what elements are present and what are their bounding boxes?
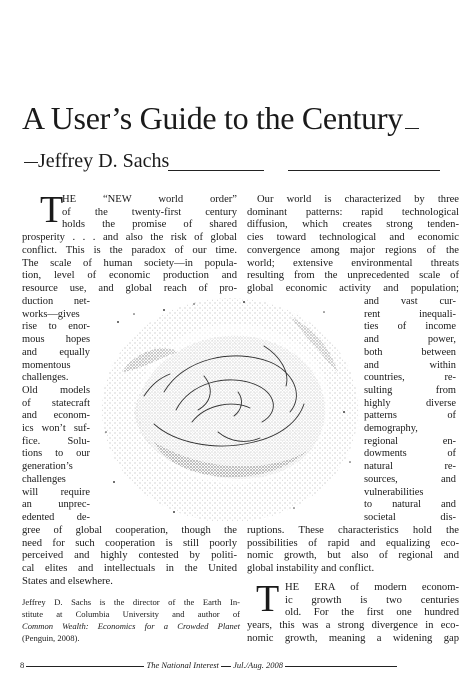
text-line: patterns of — [364, 410, 456, 422]
text-line: and power, — [364, 334, 456, 346]
text-line: dominant patterns: rapid technological — [247, 206, 459, 218]
text-line: mous hopes — [22, 334, 90, 346]
byline-rule — [168, 170, 264, 171]
bio-book-title: Common Wealth: Economics for a Crowded Planet — [22, 621, 240, 631]
text-line: conflict. This is the paradox of our time. — [22, 244, 237, 256]
text-line: and within — [364, 359, 456, 371]
globe-illustration — [94, 292, 360, 524]
right-top-text — [247, 194, 459, 296]
text-line: diffusion, which creates strong tenden- — [247, 219, 459, 231]
text-line: prosperity . . . and also the risk of global — [22, 232, 237, 244]
text-line: perceived and highly contested by politi- — [22, 550, 237, 562]
byline — [24, 150, 169, 173]
text-line: global instability and conflict. — [247, 563, 375, 575]
publication-name: The National Interest — [146, 660, 219, 670]
text-line: cal elites and intellectuals in the United — [22, 563, 237, 575]
text-line: nomic growth, but also of regional and — [247, 550, 459, 562]
text-line: cies toward technological and economic — [247, 232, 459, 244]
text-line: rise to enor- — [22, 321, 90, 333]
footer-rule-left — [26, 666, 144, 667]
text-line: works—gives — [22, 308, 80, 320]
text-line: sulting from — [364, 384, 456, 396]
text-line: regional en- — [364, 435, 456, 447]
text-line: countries, re- — [364, 372, 456, 384]
text-line: and equally — [22, 346, 90, 358]
text-line: edented de- — [22, 511, 90, 523]
article-title: A User’s Guide to the Century — [22, 100, 419, 137]
text-line: societal dis- — [364, 511, 456, 523]
text-line: holds the promise of shared — [62, 219, 237, 231]
issue-date: Jul./Aug. 2008 — [233, 660, 283, 670]
text-line: of statecraft — [22, 397, 90, 409]
text-line: ties of income — [364, 321, 456, 333]
text-line: rent inequali- — [364, 308, 456, 320]
text-line: resource use, and global reach of pro- — [22, 282, 237, 294]
text-line: dowments of — [364, 448, 456, 460]
text-line: highly diverse — [364, 397, 456, 409]
text-line: sources, and — [364, 473, 456, 485]
author-bio — [22, 596, 240, 644]
text-line: tions to our — [22, 448, 90, 460]
bio-line: stitute at Columbia University and author of — [22, 609, 240, 619]
bio-line: (Penguin, 2008). — [22, 633, 80, 643]
page-number: 8 — [20, 660, 25, 670]
text-line: ics won’t suf- — [22, 423, 90, 435]
text-line: ic growth is two centuries — [285, 594, 459, 606]
footer-dash — [221, 666, 231, 667]
text-line: and econom- — [22, 410, 90, 422]
text-line: Our world is characterized by three — [257, 194, 459, 205]
text-line: challenges — [22, 473, 66, 485]
author-name: Jeffrey D. Sachs — [38, 150, 170, 172]
text-line: fice. Solu- — [22, 435, 90, 447]
text-line: nomic growth, meaning a widening gap — [247, 632, 459, 644]
left-intro — [22, 189, 237, 296]
page-footer — [20, 660, 440, 670]
text-line: vulnerabilities — [364, 486, 424, 498]
text-line: an unprec- — [22, 499, 90, 511]
right-wrap-text — [364, 296, 456, 525]
left-end-text — [22, 525, 237, 589]
text-line: years, this was a strong divergence in eco- — [247, 620, 459, 632]
text-line: duction net- — [22, 296, 90, 307]
text-line: to natural and — [364, 499, 456, 511]
text-line: demography, — [364, 423, 418, 435]
text-line: possibilities of rapid and equalizing eco- — [247, 537, 459, 549]
text-line: of the twenty-first century — [62, 206, 237, 218]
text-line: will require — [22, 486, 90, 498]
text-line: States and elsewhere. — [22, 575, 113, 587]
text-line: ruptions. These characteristics hold the — [247, 525, 459, 536]
right-section2-text — [247, 578, 459, 646]
right-end-text — [247, 525, 459, 576]
text-line: generation’s — [22, 461, 73, 473]
text-line: The scale of human society—in popula- — [22, 257, 237, 269]
text-line: global economic activity and population; — [247, 282, 459, 294]
text-line: HE ERA of modern econom- — [285, 582, 459, 593]
text-line: convergence among major regions of the — [247, 244, 459, 256]
text-line: HE “NEW world order” — [62, 194, 237, 205]
text-line: momentous — [22, 359, 71, 371]
text-line: gree of global cooperation, though the — [22, 525, 237, 536]
text-line: both between — [364, 346, 456, 358]
drop-cap-right: T — [256, 578, 280, 620]
text-line: Old models — [22, 384, 90, 396]
text-line: and vast cur- — [364, 296, 456, 307]
byline-dash — [24, 162, 38, 163]
title-rule — [405, 128, 419, 129]
text-line: natural re- — [364, 461, 456, 473]
footer-rule-right — [285, 666, 397, 667]
text-line: old. For the first one hundred — [285, 607, 459, 619]
left-wrap-text — [22, 296, 90, 525]
text-line: resulting from the unprecedented scale of — [247, 270, 459, 282]
text-line: tion, level of economic production and — [22, 270, 237, 282]
text-line: challenges. — [22, 372, 69, 384]
drop-cap-left: T — [40, 189, 64, 231]
byline-rule-right — [288, 170, 440, 171]
text-line: need for such cooperation is still poorly — [22, 537, 237, 549]
text-line: world; extensive environmental threats — [247, 257, 459, 269]
bio-line: Jeffrey D. Sachs is the director of the Earth In- — [22, 597, 240, 607]
